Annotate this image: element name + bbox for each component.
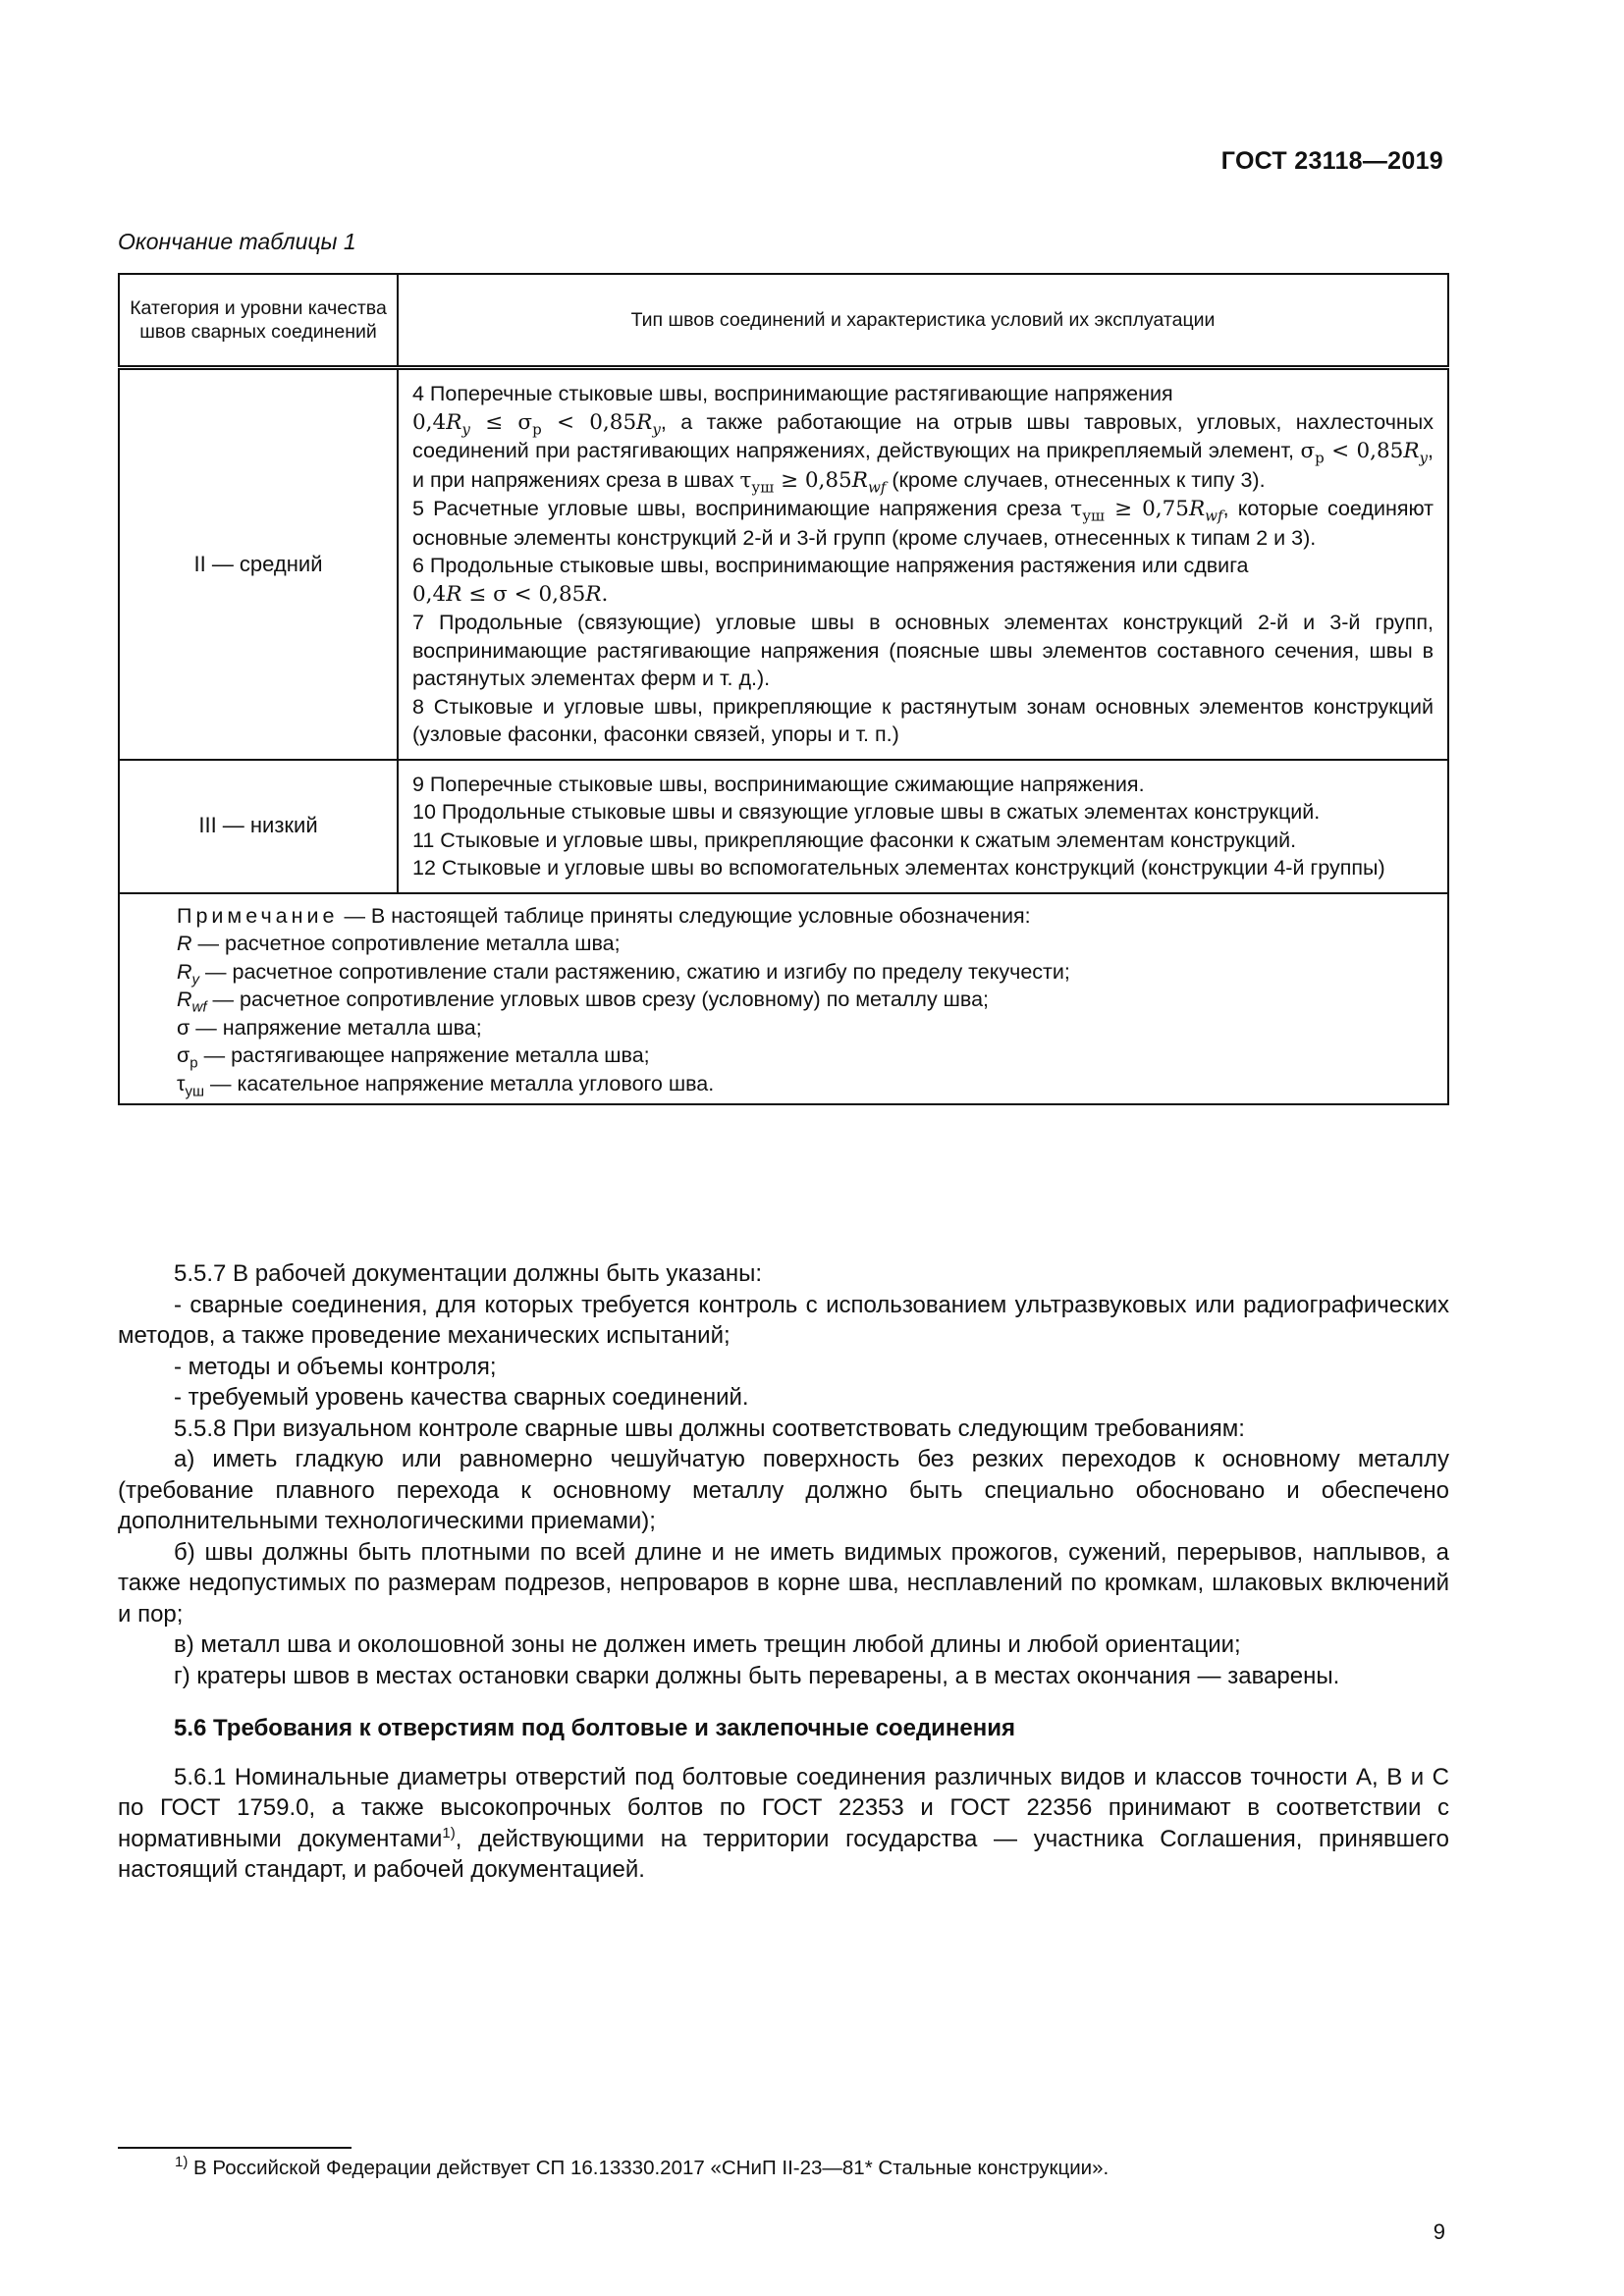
item-4-text-d: (кроме случаев, отнесенных к типу 3). — [892, 467, 1266, 492]
note-label: Примечание — [177, 903, 339, 928]
item-4-text-b: , а также работающие на отрыв швы тавровых, угловых, нахлесточных соединений при растягивающих напряжениях, действующих на прикрепляемый элемент, — [412, 409, 1435, 462]
item-5-text-a: 5 Расчетные угловые швы, воспринимающие напряжения среза — [412, 497, 1062, 520]
col-header-category: Категория и уровни качества швов сварных соединений — [119, 274, 398, 368]
item-6: 6 Продольные стыковые швы, воспринимающие напряжения растяжения или сдвига 0,4R ≤ σ < 0,85R. — [412, 554, 1249, 607]
weld-types-low — [398, 760, 1448, 893]
table-note-row — [119, 893, 1448, 1105]
table-caption: Окончание таблицы 1 — [118, 229, 356, 254]
item-12: 12 Стыковые и угловые швы во вспомогательных элементах конструкций (конструкции 4-й группы) — [412, 856, 1385, 880]
clause-5-5-8-c: в) металл шва и околошовной зоны не должен иметь трещин любой длины и любой ориентации; — [174, 1631, 1241, 1658]
note-sigma-p: — растягивающее напряжение металла шва; — [203, 1043, 650, 1067]
note-sigma: — напряжение металла шва; — [195, 1015, 482, 1040]
footnote — [175, 2154, 1110, 2180]
clause-5-6-1 — [118, 1762, 1449, 1886]
item-10: 10 Продольные стыковые швы и связующие угловые швы в сжатых элементах конструкций. — [412, 800, 1321, 824]
item-4-text-a: 4 Поперечные стыковые швы, воспринимающие растягивающие напряжения — [412, 382, 1173, 405]
item-5: 5 Расчетные угловые швы, воспринимающие напряжения среза $\tau_{уш} \ge 0,75R_{wf}$, которые соединяют основные элементы конструкций 2-й и 3-й групп (кроме случаев, отнесенных к типам 2 и 3). — [412, 497, 1434, 550]
clause-5-5-7: 5.5.7 В рабочей документации должны быть указаны: — [174, 1260, 763, 1287]
section-heading-5-6: 5.6 Требования к отверстиям под болтовые и заклепочные соединения — [174, 1715, 1016, 1741]
clause-5-5-7-item: - методы и объемы контроля; — [174, 1353, 497, 1380]
clause-5-5-8: 5.5.8 При визуальном контроле сварные швы должны соответствовать следующим требованиям: — [174, 1415, 1245, 1442]
table-row — [119, 368, 1448, 760]
item-5-text-b: , которые соединяют основные элементы конструкций 2-й и 3-й групп (кроме случаев, отнесенных к типам 2 и 3). — [412, 497, 1434, 550]
clause-5-6-1-text-a: 5.6.1 Номинальные диаметры отверстий под болтовые соединения различных видов и классов точности А, В и С по ГОСТ 1759.0, а также высокопрочных болтов по ГОСТ 22353 и ГОСТ 22356 принимают в соответствии с нормативными документами — [118, 1763, 1449, 1852]
item-7: 7 Продольные (связующие) угловые швы в основных элементах конструкций 2-й и 3-й групп, воспринимающие растягивающие напряжения (поясные швы элементов составного сечения, швы в растянутых элементах ферм и т. д.). — [412, 611, 1434, 690]
clause-5-5-8-a: а) иметь гладкую или равномерно чешуйчатую поверхность без резких переходов к основному металлу (требование плавного перехода к основному металлу должно быть специально обосновано и обеспечено дополнительными технологическими приемами); — [118, 1446, 1449, 1534]
note-intro: — В настоящей таблице приняты следующие условные обозначения: — [344, 903, 1031, 928]
note-tau: — касательное напряжение металла углового шва. — [210, 1071, 715, 1095]
footnote-text: В Российской Федерации действует СП 16.13330.2017 «СНиП II-23—81* Стальные конструкции». — [193, 2157, 1110, 2179]
item-9: 9 Поперечные стыковые швы, воспринимающие сжимающие напряжения. — [412, 772, 1145, 796]
footnote-ref: 1) — [442, 1824, 456, 1842]
footnote-divider — [118, 2147, 352, 2149]
clause-5-5-7-item: - сварные соединения, для которых требуется контроль с использованием ультразвуковых или радиографических методов, а также проведение механических испытаний; — [118, 1291, 1449, 1349]
table-header-row — [119, 274, 1448, 368]
clause-5-5-8-b: б) швы должны быть плотными по всей длине и не иметь видимых прожогов, сужений, перерывов, наплывов, а также недопустимых по размерам подрезов, непроваров в корне шва, несплавлений по кромкам, шлаковых включений и пор; — [118, 1538, 1449, 1628]
note-rwf: — расчетное сопротивление угловых швов срезу (условному) по металлу шва; — [212, 988, 990, 1011]
page-number: 9 — [1433, 2219, 1445, 2244]
item-6-text-a: 6 Продольные стыковые швы, воспринимающие напряжения растяжения или сдвига — [412, 554, 1249, 577]
note-r: — расчетное сопротивление металла шва; — [197, 932, 621, 955]
quality-table — [118, 273, 1449, 1105]
body-text — [118, 1258, 1449, 1886]
weld-types-medium — [398, 368, 1448, 760]
clause-5-6-1-text-b: , действующими на территории государства — участника Соглашения, принявшего настоящий стандарт, и рабочей документацией. — [118, 1825, 1449, 1883]
note-ry: — расчетное сопротивление стали растяжению, сжатию и изгибу по пределу текучести; — [205, 959, 1070, 984]
clause-5-5-8-d: г) кратеры швов в местах остановки сварки должны быть переварены, а в местах окончания — заварены. — [174, 1662, 1340, 1689]
footnote-marker: 1) — [175, 2154, 189, 2171]
item-4: 4 Поперечные стыковые швы, воспринимающие растягивающие напряжения $0,4R_y \le \sigma_р < 0,85R_y$, а также работающие на отрыв швы тавровых, угловых, нахлесточных соединений при растягивающих напряжениях, действующих на прикрепляемый элемент, $\sigma_р < 0,85R_y$, и при напряжениях среза в швах $\tau_{уш} \ge 0,85R_{wf}$ (кроме случаев, отнесенных к типу 3). — [412, 382, 1435, 496]
item-11: 11 Стыковые и угловые швы, прикрепляющие фасонки к сжатым элементам конструкций. — [412, 828, 1297, 852]
level-low: III — низкий — [119, 760, 398, 893]
item-8: 8 Стыковые и угловые швы, прикрепляющие к растянутым зонам основных элементов конструкций (узловые фасонки, фасонки связей, упоры и т. п.) — [412, 694, 1434, 746]
col-header-type: Тип швов соединений и характеристика условий их эксплуатации — [398, 274, 1448, 368]
table-note: Примечание — В настоящей таблице приняты следующие условные обозначения: R — расчетное сопротивление металла шва; $R_y$ — расчетное сопротивление стали растяжению, сжатию и изгибу по пределу текучести; $R_{wf}$ — расчетное сопротивление угловых швов срезу (условному) по металлу шва; σ — напряжение металла шва; $\sigma_р$ — растягивающее напряжение металла шва; $\tau_{уш}$ — касательное напряжение металла углового шва. — [119, 893, 1448, 1105]
clause-5-5-7-item: - требуемый уровень качества сварных соединений. — [174, 1384, 749, 1411]
standard-code: ГОСТ 23118—2019 — [1220, 147, 1443, 175]
item-4-text-c: , и при напряжениях среза в швах — [412, 439, 1435, 492]
table-row — [119, 760, 1448, 893]
level-medium: II — средний — [119, 368, 398, 760]
